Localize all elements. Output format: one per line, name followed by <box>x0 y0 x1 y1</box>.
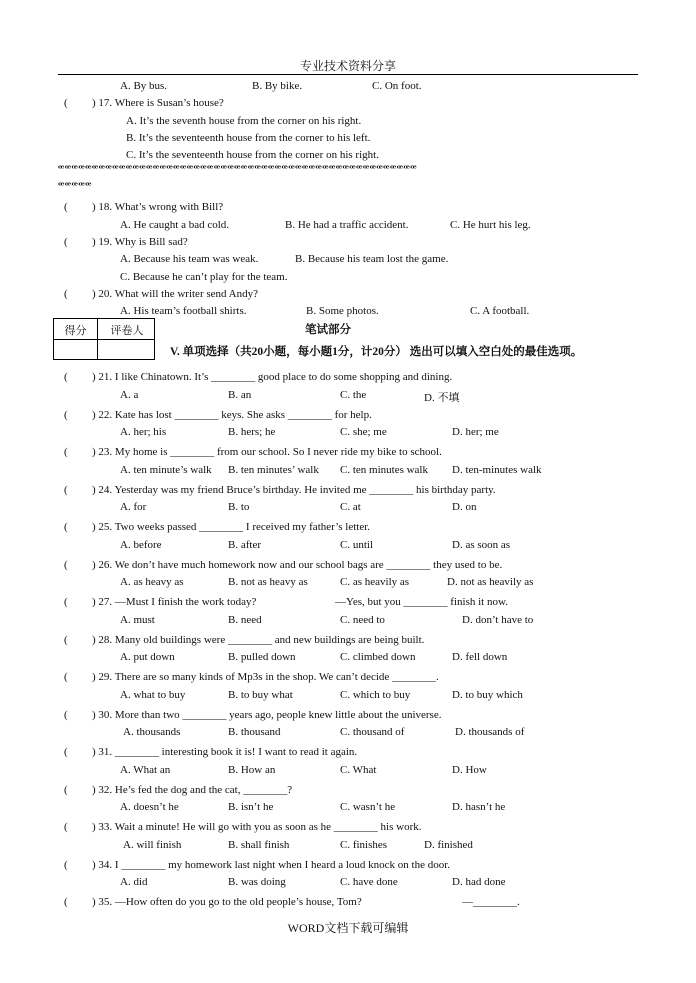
question-option: B. How an <box>228 763 276 776</box>
question-option: A. put down <box>120 651 175 663</box>
q18-option-a: A. He caught a bad cold. <box>120 219 230 231</box>
question-paren: ( <box>64 446 68 458</box>
question-option: A. her; his <box>120 426 167 438</box>
question-option: C. wasn’t he <box>340 801 396 813</box>
question-option: A. before <box>120 538 162 551</box>
question-option: C. need to <box>340 613 385 626</box>
question-stem: ) 26. We don’t have much homework now and our school bags are ________ they used to be. <box>92 558 503 571</box>
question-paren: ( <box>64 371 68 383</box>
question-option: B. was doing <box>228 876 286 888</box>
q18-option-b: B. He had a traffic accident. <box>285 219 409 231</box>
question-option: C. until <box>340 538 374 551</box>
question-option: B. shall finish <box>228 838 290 851</box>
question-paren: ( <box>64 746 68 758</box>
question-option: B. need <box>228 613 262 626</box>
q17-option-a: A. It’s the seventh house from the corner on his right. <box>126 115 362 127</box>
question-option: D. thousands of <box>455 726 525 738</box>
question-paren: ( <box>64 671 68 683</box>
question-paren: ( <box>64 483 68 496</box>
question-stem-reply: —Yes, but you ________ finish it now. <box>335 596 508 608</box>
q17-option-c: C. It’s the seventeenth house from the corner on his right. <box>126 149 379 161</box>
question-stem: ) 30. More than two ________ years ago, people knew little about the universe. <box>92 708 442 721</box>
question-option: A. must <box>120 613 155 626</box>
question-paren: ( <box>64 558 68 571</box>
question-option: B. pulled down <box>228 651 296 663</box>
q19-paren: ( <box>64 236 68 248</box>
question-option: D. not as heavily as <box>447 576 534 588</box>
question-paren: ( <box>64 408 68 421</box>
question-stem: ) 32. He’s fed the dog and the cat, ________? <box>92 783 293 796</box>
question-paren: ( <box>64 858 68 871</box>
question-option: A. What an <box>120 763 171 776</box>
q20-stem: ) 20. What will the writer send Andy? <box>92 288 258 300</box>
question-paren: ( <box>64 896 68 908</box>
question-option: A. a <box>120 388 139 401</box>
question-option: C. ten minutes walk <box>340 463 428 476</box>
question-option: C. as heavily as <box>340 576 410 588</box>
q19-option-b: B. Because his team lost the game. <box>295 253 449 265</box>
question-option: A. as heavy as <box>120 576 184 588</box>
question-option: D. don’t have to <box>462 613 534 626</box>
question-option: A. thousands <box>123 726 181 738</box>
question-option: A. doesn’t he <box>120 801 179 813</box>
question-option: D. ten-minutes walk <box>452 463 542 476</box>
question-paren: ( <box>64 596 68 608</box>
question-option: B. isn’t he <box>228 801 274 813</box>
question-stem: ) 29. There are so many kinds of Mp3s in the shop. We can’t decide ________. <box>92 671 439 683</box>
page-header: 专业技术资料分享 <box>299 59 396 73</box>
q20-option-c: C. A football. <box>470 305 530 317</box>
question-paren: ( <box>64 783 68 796</box>
question-option: D. had done <box>452 876 506 888</box>
score-table <box>53 318 155 360</box>
question-option: B. hers; he <box>228 426 276 438</box>
question-stem: ) 24. Yesterday was my friend Bruce’s birthday. He invited me ________ his birthday party. <box>92 483 496 496</box>
question-stem: ) 34. I ________ my homework last night when I heard a loud knock on the door. <box>92 858 451 871</box>
question-option: B. to <box>228 501 250 513</box>
question-stem: ) 28. Many old buildings were ________ and new buildings are being built. <box>92 633 425 646</box>
q19-option-c: C. Because he can’t play for the team. <box>120 271 288 283</box>
section-title: 笔试部分 <box>305 324 351 336</box>
question-option: D. to buy which <box>452 688 523 701</box>
question-stem: ) 23. My home is ________ from our school. So I never ride my bike to school. <box>92 446 442 458</box>
question-option: B. thousand <box>228 726 281 738</box>
question-option: D. fell down <box>452 651 508 663</box>
question-option: C. which to buy <box>340 688 411 701</box>
question-option: B. an <box>228 388 252 401</box>
question-option: C. What <box>340 763 377 776</box>
q18-paren: ( <box>64 201 68 213</box>
page-footer: WORD文档下载可编辑 <box>287 921 409 935</box>
question-stem-reply: —________. <box>462 896 520 908</box>
q19-option-a: A. Because his team was weak. <box>120 253 259 265</box>
question-option: B. not as heavy as <box>228 576 308 588</box>
q17-paren: ( <box>64 97 68 109</box>
q17-stem: ) 17. Where is Susan’s house? <box>92 97 224 109</box>
q20-option-b: B. Some photos. <box>306 305 379 317</box>
question-option: A. will finish <box>123 838 182 851</box>
decorative-separator-1: ꟹꟹꟹꟹꟹꟹꟹꟹꟹꟹꟹꟹꟹꟹꟹꟹꟹꟹꟹꟹꟹꟹꟹꟹꟹꟹꟹꟹꟹꟹꟹꟹꟹꟹꟹꟹꟹꟹꟹꟹꟹꟹꟹꟹꟹꟹꟹꟹꟹꟹꟹꟹꟹ <box>58 164 418 175</box>
question-option: A. ten minute’s walk <box>120 463 212 476</box>
question-option: D. as soon as <box>452 538 511 551</box>
q20-paren: ( <box>64 288 68 300</box>
question-option: D. How <box>452 763 487 776</box>
question-paren: ( <box>64 708 68 721</box>
question-option: C. finishes <box>340 838 388 851</box>
section-instruction: V. 单项选择（共20小题，每小题1分，计20分） 选出可以填入空白处的最佳选项。 <box>170 346 583 358</box>
question-option: C. at <box>340 501 361 513</box>
question-option: A. did <box>120 876 148 888</box>
question-option: D. on <box>452 501 477 513</box>
q16-option-b: B. By bike. <box>252 80 303 92</box>
question-option: C. the <box>340 388 367 401</box>
score-label: 得分 <box>64 325 87 337</box>
question-option: B. ten minutes’ walk <box>228 463 319 476</box>
q18-stem: ) 18. What’s wrong with Bill? <box>92 201 224 213</box>
q16-option-c: C. On foot. <box>372 80 422 92</box>
question-option: D. 不填 <box>424 391 460 404</box>
q18-option-c: C. He hurt his leg. <box>450 219 531 231</box>
q20-option-a: A. His team’s football shirts. <box>120 305 247 317</box>
question-stem: ) 21. I like Chinatown. It’s ________ good place to do some shopping and dining. <box>92 371 453 383</box>
q17-option-b: B. It’s the seventeenth house from the corner to his left. <box>126 132 371 144</box>
question-option: D. her; me <box>452 426 499 438</box>
question-stem: ) 27. —Must I finish the work today? <box>92 596 257 608</box>
question-paren: ( <box>64 521 68 533</box>
question-stem: ) 31. ________ interesting book it is! I want to read it again. <box>92 746 358 758</box>
question-option: A. what to buy <box>120 688 186 701</box>
question-paren: ( <box>64 633 68 646</box>
question-stem: ) 33. Wait a minute! He will go with you as soon as he ________ his work. <box>92 821 422 833</box>
question-option: C. have done <box>340 876 398 888</box>
q16-option-a: A. By bus. <box>120 80 168 92</box>
question-option: C. climbed down <box>340 651 416 663</box>
question-stem: ) 35. —How often do you go to the old people’s house, Tom? <box>92 896 362 908</box>
question-stem: ) 22. Kate has lost ________ keys. She asks ________ for help. <box>92 408 372 421</box>
question-paren: ( <box>64 821 68 833</box>
question-option: A. for <box>120 501 147 513</box>
grader-label: 评卷人 <box>110 325 144 337</box>
question-option: C. thousand of <box>340 726 405 738</box>
question-option: D. hasn’t he <box>452 801 506 813</box>
question-option: C. she; me <box>340 426 387 438</box>
header-divider <box>58 74 638 75</box>
question-option: B. to buy what <box>228 688 293 701</box>
question-stem: ) 25. Two weeks passed ________ I received my father’s letter. <box>92 521 371 533</box>
question-option: D. finished <box>424 838 473 851</box>
q19-stem: ) 19. Why is Bill sad? <box>92 236 188 248</box>
question-option: B. after <box>228 538 261 551</box>
decorative-separator-2: ꟹꟹꟹꟹꟹ <box>58 181 92 192</box>
